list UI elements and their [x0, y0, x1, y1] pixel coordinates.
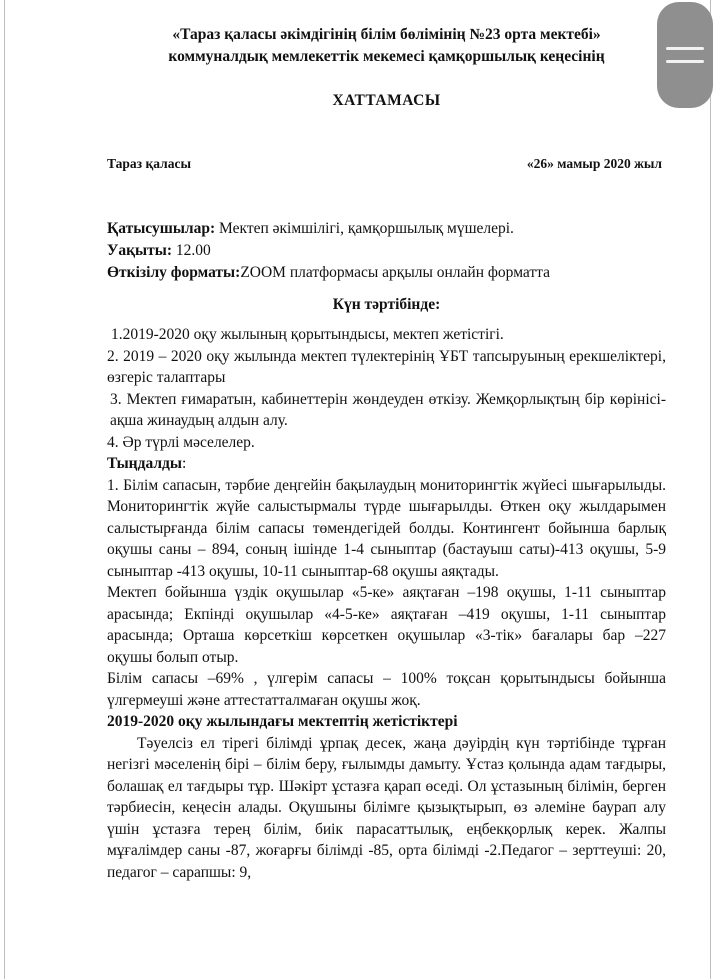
- achievements-title: 2019-2020 оқу жылындағы мектептің жетістіктері: [107, 713, 458, 730]
- agenda-item-2: 2. 2019 – 2020 оқу жылында мектеп түлектерінің ҰБТ тапсыруының ерекшеліктері, өзгеріс талаптары: [107, 347, 666, 386]
- date-label: «26» мамыр 2020 жыл: [526, 156, 662, 171]
- agenda-item-1: 1.2019-2020 оқу жылының қорытындысы, мектеп жетістігі.: [111, 326, 504, 343]
- heard-heading: [107, 453, 666, 475]
- city-label: Тараз қаласы: [107, 156, 191, 171]
- heard-paragraph-1: 1. Білім сапасын, тәрбие деңгейін бақылаудың мониторингтік жүйесі шығарылыды. Мониторингтік жүйе салыстырмалы түрде шығарылды. Өткен оқу жылдарымен салыстырғанда білім сапасы төмендегідей болды. Контингент бойынша барлық оқушы саны – 894, соның ішінде 1-4 сыныптар (бастауыш саты)-413 оқушы, 5-9 сыныптар -413 оқушы, 10-11 сыныптар-68 оқушы аяқтады.: [107, 476, 666, 580]
- header-line-1: «Тараз қаласы әкімдігінің білім бөлімінің №23 орта мектебі»: [172, 26, 601, 43]
- agenda-item-3: 3. Мектеп ғимаратын, кабинеттерін жөндеуден өткізу. Жемқорлықтың бір көрінісі-ақша жинаудың алдын алу.: [110, 390, 666, 429]
- agenda-item-4: 4. Әр түрлі мәселелер.: [107, 433, 255, 451]
- achievements-paragraph: Тәуелсіз ел тірегі білімді ұрпақ десек, жаңа дәуірдің күн тәртібінде тұрған негізгі мәселенің бірі – білім беру, ғылымды дамыту. Ұстаз қолында адам тағдыры, болашақ ел тағдыры тұр. Шәкірт ұстазға қарап өседі. Ол ұстазының білімін, берген тәрбиесін, кеңесін алады. Оқушыны білімге қызықтырып, өз әлеміне баурап алу үшін ұстазға терең білім, биік парасаттылық, еңбекқорлық керек. Жалпы мұғалімдер саны -87, жоғарғы білімді -85, орта білімді -2.Педагог – зерттеуші: 20, педагог – сарапшы: 9,: [107, 734, 666, 881]
- time-label: Уақыты:: [107, 242, 173, 259]
- time-line: [107, 240, 666, 262]
- place-date-row: [107, 156, 666, 172]
- format-line: [107, 262, 666, 284]
- participants-value: Мектеп әкімшілігі, қамқоршылық мүшелері.: [215, 220, 514, 237]
- document-title: ХАТТАМАСЫ: [332, 92, 441, 109]
- heard-paragraph-3: Білім сапасы –69% , үлгерім сапасы – 100% тоқсан қорытындысы бойынша үлгермеуші және аттестатталмаған оқушы жоқ.: [107, 670, 666, 709]
- header-line-2: коммуналдық мемлекеттік мекемесі қамқоршылық кеңесінің: [168, 48, 605, 65]
- agenda-heading: Күн тәртібінде:: [332, 296, 441, 313]
- document-body: [107, 24, 666, 883]
- time-value: 12.00: [172, 242, 211, 259]
- format-label: Өткізілу форматы:: [107, 264, 241, 281]
- heard-paragraph-2: Мектеп бойынша үздік оқушылар «5-ке» аяқтаған –198 оқушы, 1-11 сыныптар арасында; Екпінді оқушылар «4-5-ке» аяқтаған –419 оқушы, 1-11 сыныптар арасында; Орташа көрсеткіш көрсеткен оқушылар «3-тік» бағалары бар –227 оқушы болып отыр.: [107, 584, 666, 666]
- participants-line: [107, 218, 666, 240]
- participants-label: Қатысушылар:: [107, 220, 216, 237]
- heard-label: Тыңдалды: [107, 455, 182, 472]
- heard-colon: :: [181, 455, 187, 472]
- format-value: ZOOM платформасы арқылы онлайн форматта: [240, 264, 550, 281]
